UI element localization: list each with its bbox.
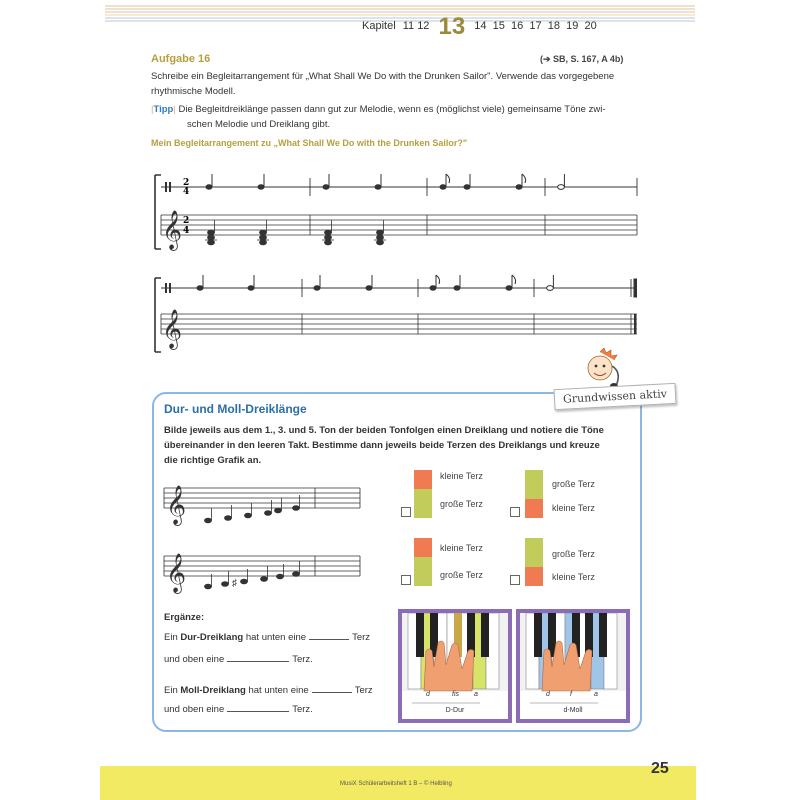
page-number: 25 (651, 760, 669, 777)
kapitel-label: Kapitel (362, 20, 396, 32)
moll-word: Moll-Dreiklang (180, 685, 246, 696)
note-label-a: a (594, 691, 598, 698)
blank-dur-bottom[interactable] (309, 638, 349, 640)
dur-word: Dur-Dreiklang (180, 632, 244, 643)
tone-sequence-staves (160, 478, 365, 598)
option-label: kleine Terz (552, 572, 595, 582)
note-label-f: f (570, 691, 572, 698)
task-text-line1: Schreibe ein Begleitarrangement für „What Shall We Do with the Drunken Sailor". Verwende das vorgegebene (151, 71, 615, 82)
blank-dur-top[interactable] (227, 660, 289, 662)
note-label-a: a (474, 691, 478, 698)
instruction-line1: Bilde jeweils aus dem 1., 3. und 5. Ton der beiden Tonfolgen einen Dreiklang und notiere die Töne (164, 425, 604, 436)
swatch-kleine-terz (525, 567, 543, 586)
chapter-16[interactable]: 16 (511, 20, 524, 32)
chapter-14[interactable]: 14 (474, 20, 487, 32)
instruction-line2: übereinander in den leeren Takt. Bestimme dann jeweils beide Terzen des Dreiklangs und kreuze (164, 440, 600, 451)
grundwissen-badge: Grundwissen aktiv (554, 383, 677, 410)
moll-sentence-line1: Ein Moll-Dreiklang hat unten eine Terz (164, 685, 373, 696)
chapter-15[interactable]: 15 (492, 20, 505, 32)
task-title: Aufgabe 16 (151, 53, 211, 65)
option-label: große Terz (440, 570, 483, 580)
tipp-text-1: Die Begleitdreiklänge passen dann gut zur Melodie, wenn es (möglichst viele) gemeinsame Töne zwi- (178, 104, 606, 115)
d-major-scale-notes (205, 495, 300, 523)
rhythm-notes-1 (206, 174, 637, 196)
option-label: große Terz (552, 549, 595, 559)
treble-clef-icon: 𝄞 (166, 485, 187, 525)
piano-keys-d-moll (520, 613, 626, 719)
option-label: kleine Terz (552, 503, 595, 513)
chapter-20[interactable]: 20 (584, 20, 597, 32)
option-label: kleine Terz (440, 471, 483, 481)
note-label-d: d (546, 691, 550, 698)
piano-card-d-moll[interactable] (516, 609, 630, 723)
swatch-grosse-terz (525, 538, 543, 567)
task-reference: (➔ SB, S. 167, A 4b) (540, 54, 624, 64)
box-title: Dur- und Moll-Dreiklänge (164, 402, 307, 416)
current-chapter: 13 (438, 13, 466, 40)
time-sig-top-2: 2 (183, 216, 190, 226)
chapter-19[interactable]: 19 (566, 20, 579, 32)
swatch-grosse-terz (414, 489, 432, 518)
swatch-kleine-terz (525, 499, 543, 518)
option-label: große Terz (552, 479, 595, 489)
task-text-line2: rhythmische Modell. (151, 86, 236, 97)
dur-sentence-line2: und oben eine Terz. (164, 654, 313, 665)
treble-staff-2 (161, 314, 637, 334)
blank-moll-bottom[interactable] (312, 691, 352, 693)
checkbox-option-1b[interactable] (510, 507, 520, 517)
piano-caption-d-dur: D-Dur (445, 707, 465, 714)
chapter-11[interactable]: 11 (402, 20, 415, 32)
piano-keys-d-dur (402, 613, 508, 719)
option-label: große Terz (440, 499, 483, 509)
time-sig-bottom-1: 4 (183, 187, 190, 197)
note-label-fis: fis (452, 691, 459, 698)
treble-clef-icon: 𝄞 (166, 553, 187, 593)
treble-clef-icon: 𝄞 (162, 309, 183, 349)
time-sig-bottom-2: 4 (183, 226, 190, 236)
swatch-grosse-terz (414, 557, 432, 586)
chapter-navigation (362, 8, 597, 40)
note-label-d: d (426, 691, 430, 698)
tone-sequence-staff-1 (164, 488, 360, 508)
tone-sequence-staff-2 (164, 556, 360, 576)
piano-card-d-dur[interactable] (398, 609, 512, 723)
treble-clef-icon: 𝄞 (162, 210, 183, 250)
treble-staff-1 (161, 215, 637, 235)
ergaenze-label: Ergänze: (164, 612, 205, 623)
piano-caption-d-moll: d-Moll (563, 707, 583, 714)
tipp-line1: |Tipp| Die Begleitdreiklänge passen dann gut zur Melodie, wenn es (möglichst viele) gemeinsame Töne zwi- (151, 104, 606, 115)
sharp-icon: ♯ (232, 578, 237, 589)
blank-moll-top[interactable] (227, 710, 289, 712)
chord-notes-1 (205, 220, 386, 245)
arrangement-subheading: Mein Begleitarrangement zu „What Shall We Do with the Drunken Sailor?" (151, 138, 468, 148)
score-system-1 (145, 165, 645, 255)
chapter-12[interactable]: 12 (417, 20, 430, 32)
option-label: kleine Terz (440, 543, 483, 553)
swatch-grosse-terz (525, 470, 543, 499)
chapter-18[interactable]: 18 (547, 20, 561, 32)
d-minor-scale-notes (205, 561, 300, 589)
chapter-17[interactable]: 17 (529, 20, 542, 32)
checkbox-option-2b[interactable] (510, 575, 520, 585)
swatch-kleine-terz (414, 470, 432, 489)
tipp-label: Tipp (153, 104, 174, 115)
checkbox-option-2a[interactable] (401, 575, 411, 585)
swatch-kleine-terz (414, 538, 432, 557)
instruction-line3: die richtige Grafik an. (164, 455, 262, 466)
dur-sentence-line1: Ein Dur-Dreiklang hat unten eine Terz (164, 632, 371, 643)
tipp-text-2: schen Melodie und Dreiklang gibt. (187, 119, 331, 130)
footer-text: MusiX Schülerarbeitsheft 1 B – © Helbling (340, 781, 452, 787)
moll-sentence-line2: und oben eine Terz. (164, 704, 313, 715)
checkbox-option-1a[interactable] (401, 507, 411, 517)
time-sig-top-1: 2 (183, 178, 190, 188)
rhythm-notes-2 (197, 275, 637, 297)
box-instructions (164, 423, 624, 468)
